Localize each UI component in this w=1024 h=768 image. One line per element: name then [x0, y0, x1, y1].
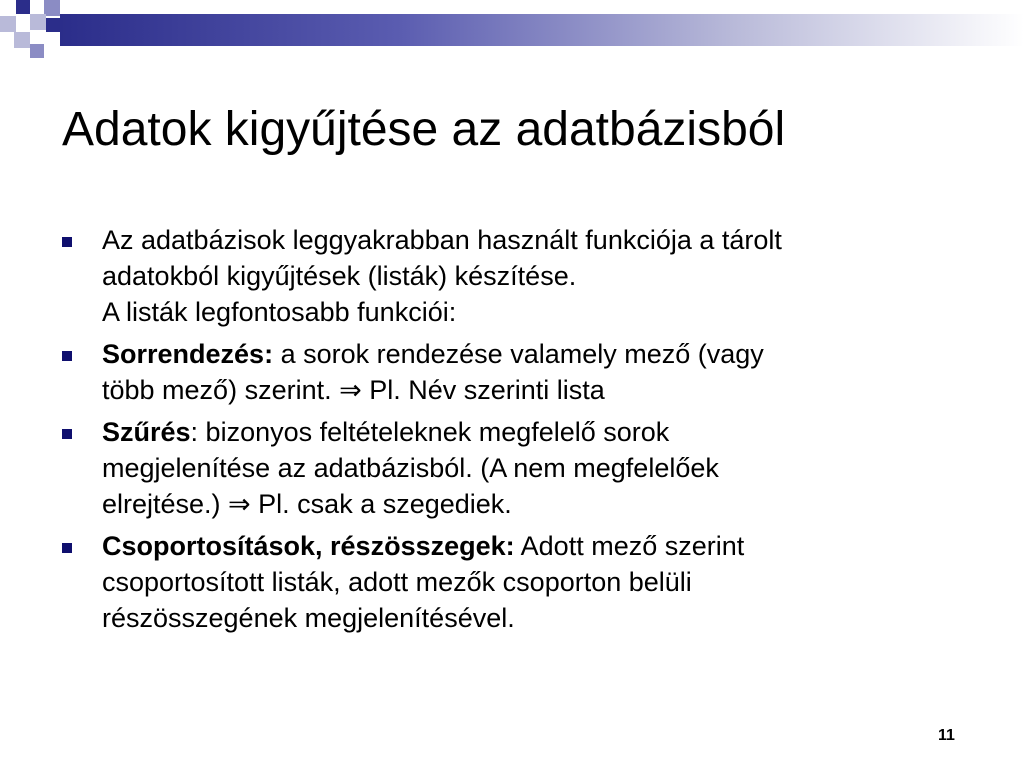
- decor-square: [30, 44, 44, 58]
- list-item: [62, 222, 982, 330]
- page-number: 11: [938, 727, 955, 744]
- slide-title: Adatok kigyűjtése az adatbázisból: [62, 103, 786, 156]
- list-item: [62, 414, 982, 522]
- bullet-icon: [62, 237, 72, 247]
- decor-square: [46, 18, 60, 32]
- item-text: Csoportosítások, részösszegek: Adott mező szerint csoportosított listák, adott mezők csoporton belüli részösszegének megjelenítésével.: [102, 531, 745, 633]
- decor-square: [14, 32, 30, 48]
- header-gradient-bar: [60, 14, 1024, 46]
- bullet-icon: [62, 429, 72, 439]
- decor-square: [44, 0, 60, 16]
- bullet-icon: [62, 543, 72, 553]
- bullet-list: [62, 222, 982, 642]
- item-text: Az adatbázisok leggyakrabban használt funkciója a tárolt adatokból kigyűjtések (listák) készítése. A listák legfontosabb funkciói:: [102, 225, 782, 327]
- item-text: Sorrendezés: a sorok rendezése valamely mező (vagy több mező) szerint. ⇒ Pl. Név szerinti lista: [102, 339, 764, 405]
- decor-square: [30, 14, 46, 30]
- bullet-icon: [62, 351, 72, 361]
- item-term: Sorrendezés:: [102, 339, 274, 369]
- item-term: Csoportosítások, részösszegek:: [102, 531, 515, 561]
- decor-square: [16, 0, 30, 14]
- decor-square: [0, 16, 16, 32]
- item-term: Szűrés: [102, 417, 191, 447]
- item-text: Szűrés: bizonyos feltételeknek megfelelő sorok megjelenítése az adatbázisból. (A nem megfelelőek elrejtése.) ⇒ Pl. csak a szegediek.: [102, 417, 719, 519]
- list-item: [62, 336, 982, 408]
- list-item: [62, 528, 982, 636]
- decor-square: [0, 0, 16, 16]
